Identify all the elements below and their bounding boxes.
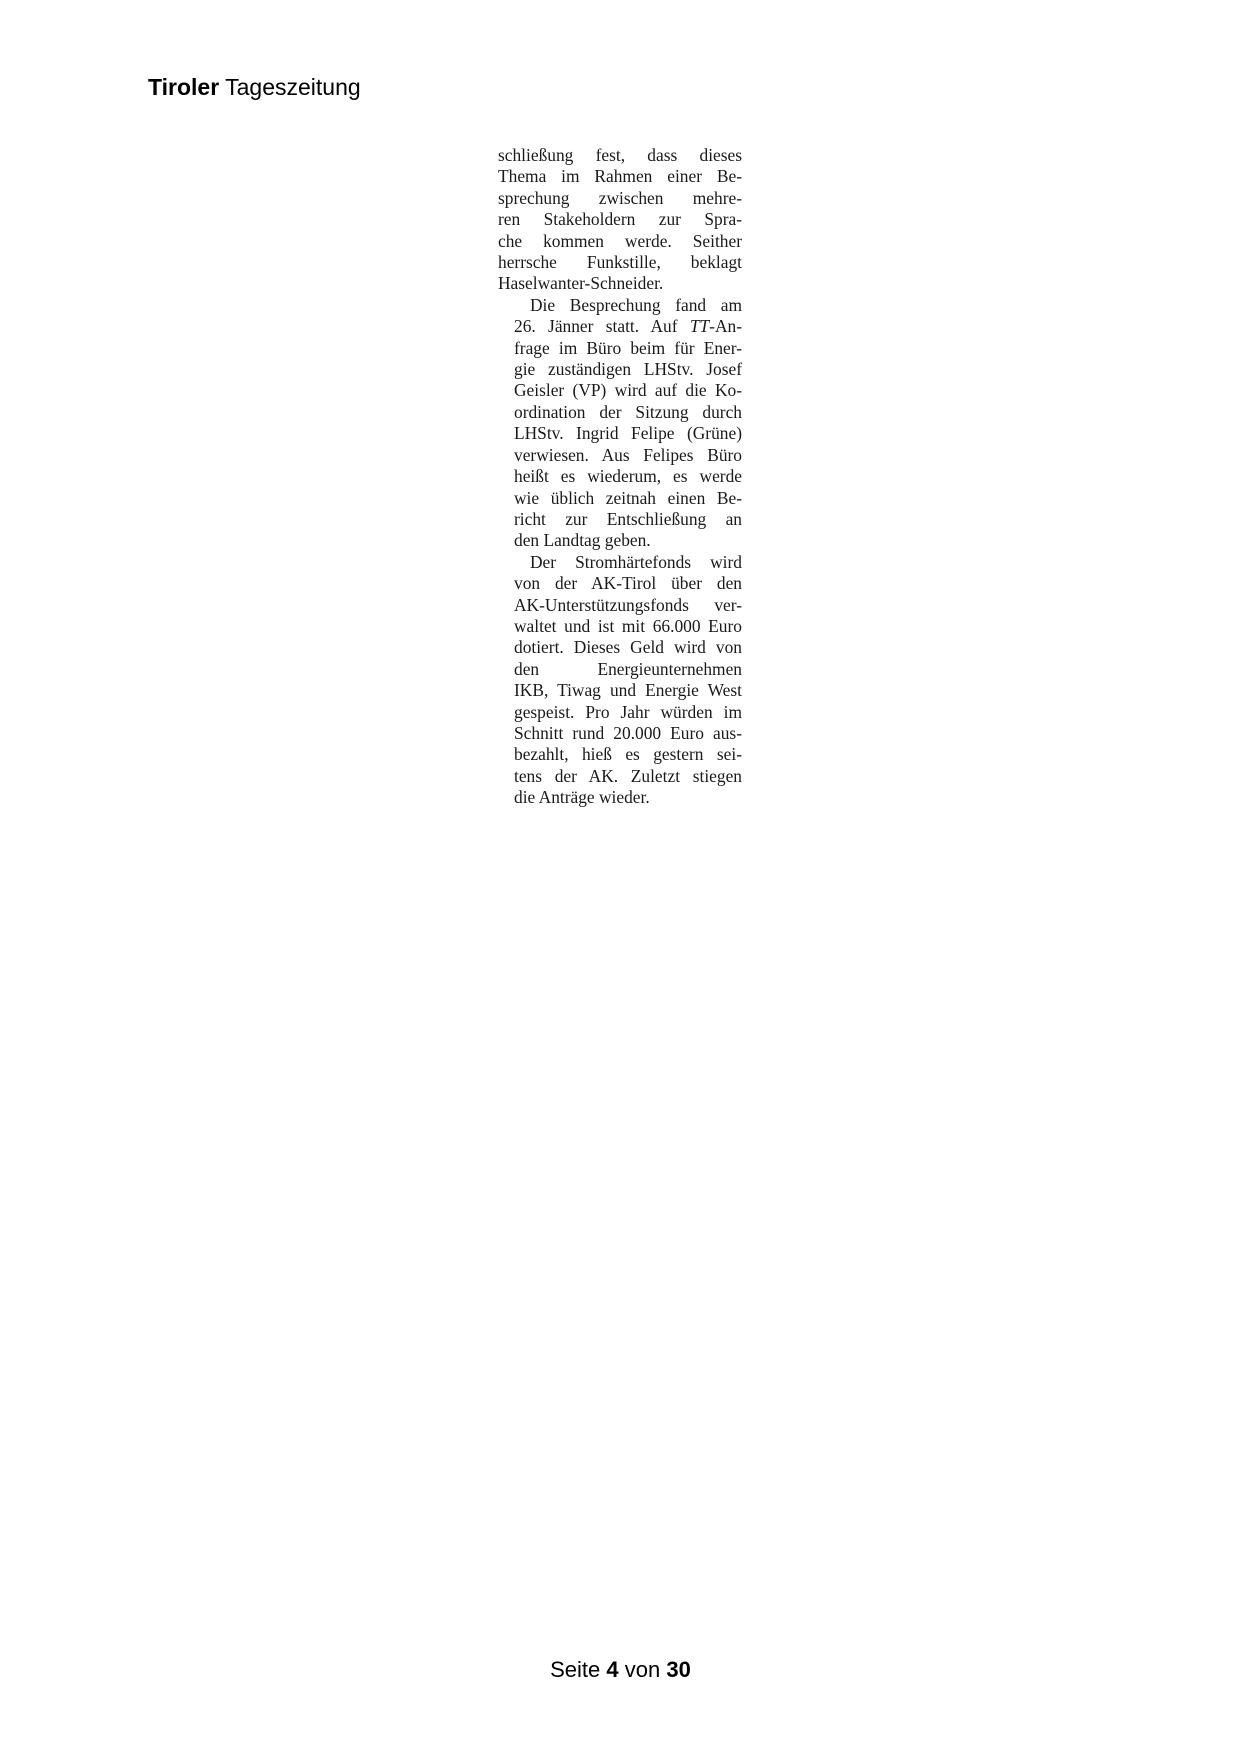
- article-line: Haselwanter-Schneider.: [498, 273, 664, 294]
- tt-abbreviation: TT: [689, 316, 710, 337]
- article-line: ren Stakeholdern zur Spra-: [498, 209, 742, 230]
- article-line: schließung fest, dass dieses: [498, 145, 742, 165]
- article-line: von der AK-Tirol über den: [514, 573, 742, 594]
- total-page-count: 30: [666, 1657, 691, 1682]
- article-line: die Anträge wieder.: [514, 787, 650, 808]
- article-line: Schnitt rund 20.000 Euro aus-: [514, 722, 742, 743]
- page-number-footer: [0, 1655, 1241, 1685]
- article-line: che kommen werde. Seither: [498, 230, 742, 251]
- article-line: gespeist. Pro Jahr würden im: [514, 701, 742, 722]
- article-paragraph-2: [498, 295, 742, 552]
- publication-name-bold: Tiroler: [148, 74, 220, 100]
- article-line: Geisler (VP) wird auf die Ko-: [514, 380, 742, 401]
- current-page-number: 4: [606, 1657, 619, 1682]
- page-separator: von: [624, 1657, 661, 1682]
- article-line: 26. Jänner statt. Auf TT-An-: [514, 316, 742, 337]
- article-line: Thema im Rahmen einer Be-: [498, 166, 742, 187]
- article-column: [498, 145, 742, 809]
- article-line: LHStv. Ingrid Felipe (Grüne): [514, 423, 742, 444]
- article-line: bezahlt, hieß es gestern sei-: [514, 744, 742, 765]
- article-line: sprechung zwischen mehre-: [498, 187, 742, 208]
- article-line: den Landtag geben.: [514, 530, 651, 551]
- article-line: herrsche Funkstille, beklagt: [498, 252, 742, 273]
- article-line: ordination der Sitzung durch: [514, 401, 742, 422]
- article-line: tens der AK. Zuletzt stiegen: [514, 765, 742, 786]
- article-line: IKB, Tiwag und Energie West: [514, 680, 742, 701]
- article-paragraph-1: [498, 145, 742, 295]
- publication-name-regular: Tageszeitung: [225, 74, 361, 100]
- article-line: wie üblich zeitnah einen Be-: [514, 487, 742, 508]
- article-line: heißt es wiederum, es werde: [514, 466, 742, 487]
- article-line: gie zuständigen LHStv. Josef: [514, 359, 742, 380]
- page-label: Seite: [550, 1657, 601, 1682]
- article-line: frage im Büro beim für Ener-: [514, 337, 742, 358]
- article-line: Der Stromhärtefonds wird: [530, 551, 742, 572]
- article-paragraph-3: [498, 552, 742, 809]
- article-line: Die Besprechung fand am: [530, 294, 742, 315]
- article-line: richt zur Entschließung an: [514, 508, 742, 529]
- article-line: den Energieunternehmen: [514, 658, 742, 679]
- article-line: AK-Unterstützungsfonds ver-: [514, 594, 742, 615]
- article-line: waltet und ist mit 66.000 Euro: [514, 615, 742, 636]
- publication-header: [148, 72, 361, 102]
- article-line: dotiert. Dieses Geld wird von: [514, 637, 742, 658]
- article-line: verwiesen. Aus Felipes Büro: [514, 444, 742, 465]
